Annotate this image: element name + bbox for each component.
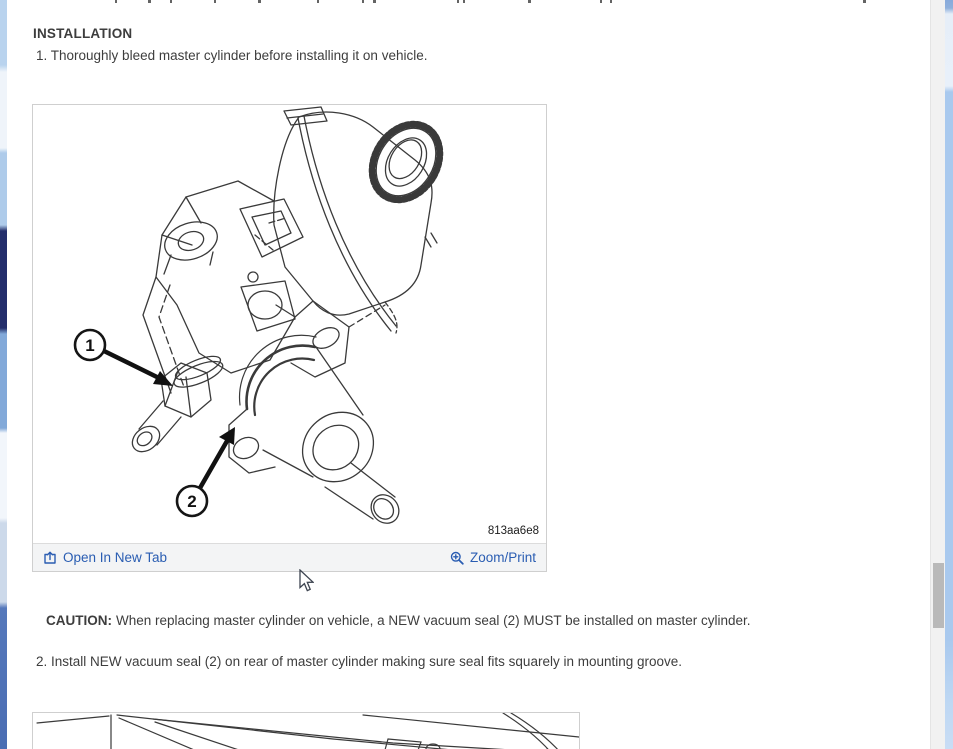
step-item-2: 2. Install NEW vacuum seal (2) on rear of master cylinder making sure seal fits squarely in mounting groove.: [36, 654, 683, 669]
caution-text: When replacing master cylinder on vehicle, a NEW vacuum seal (2) MUST be installed on master cylinder.: [116, 613, 751, 628]
mouse-cursor: [299, 569, 314, 592]
figure-toolbar: [33, 543, 546, 571]
chassis-diagram: [33, 713, 579, 749]
step-item-1: 1. Thoroughly bleed master cylinder before installing it on vehicle.: [36, 48, 428, 63]
window-right-background: [945, 0, 953, 749]
open-in-new-tab-link[interactable]: [43, 550, 167, 565]
open-in-new-tab-icon: [43, 551, 57, 565]
clipped-text-remnants: [0, 0, 953, 5]
caution-label: CAUTION:: [46, 613, 112, 628]
figure-panel: [32, 104, 547, 572]
zoom-print-label: Zoom/Print: [469, 550, 536, 565]
figure-panel-partial: [32, 712, 580, 749]
scrollbar-thumb[interactable]: [933, 563, 944, 628]
svg-text:1: 1: [85, 336, 95, 355]
zoom-print-link[interactable]: [450, 550, 536, 565]
open-in-new-tab-label: Open In New Tab: [63, 550, 168, 565]
master-cylinder-diagram: [33, 105, 546, 543]
section-heading: INSTALLATION: [33, 26, 133, 41]
caution-note: [46, 613, 846, 628]
scrollbar-track[interactable]: [930, 0, 945, 749]
zoom-in-icon: [450, 551, 464, 565]
window-left-background: [0, 0, 7, 749]
figure-image: [33, 105, 546, 543]
figure-reference-code: 813aa6e8: [487, 525, 539, 537]
callout-2-badge: [177, 427, 235, 516]
svg-text:2: 2: [187, 492, 197, 511]
